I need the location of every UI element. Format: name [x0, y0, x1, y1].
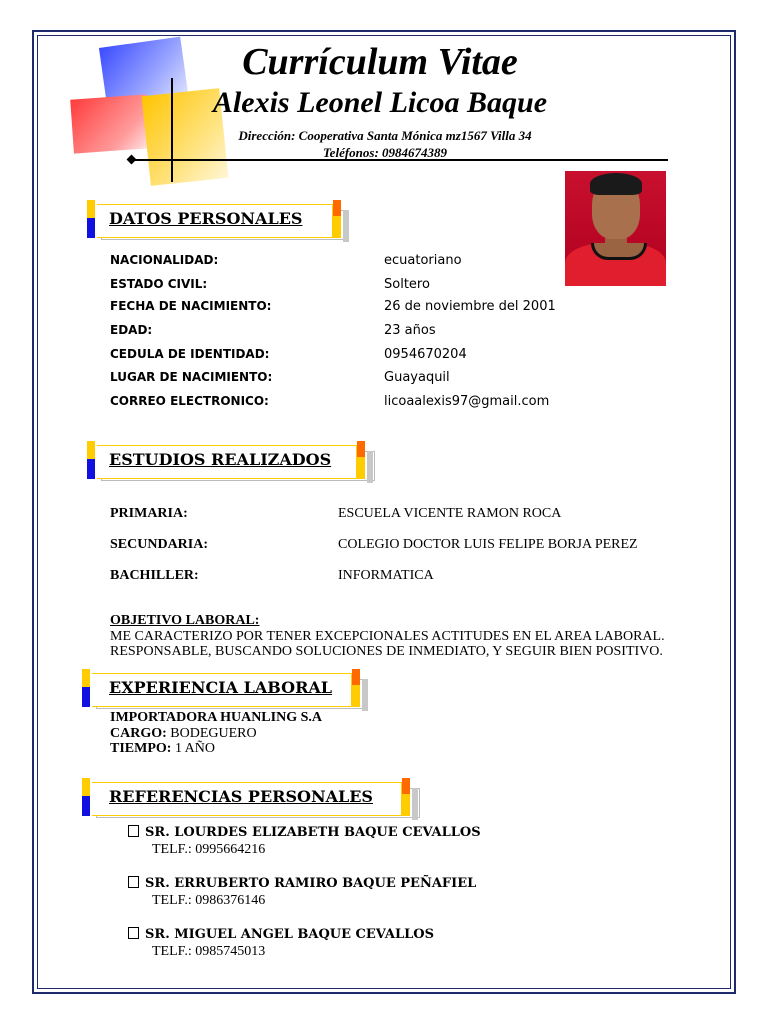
personal-label: NACIONALIDAD:: [110, 253, 219, 267]
address: Dirección: Cooperativa Santa Mónica mz1567 Villa 34: [238, 128, 532, 143]
section-title-references: REFERENCIAS PERSONALES: [109, 787, 373, 806]
study-value: INFORMATICA: [338, 568, 434, 583]
personal-value: 26 de noviembre del 2001: [384, 299, 556, 314]
experience-cargo: CARGO: BODEGUERO: [110, 726, 257, 741]
personal-value: ecuatoriano: [384, 253, 462, 268]
study-value: ESCUELA VICENTE RAMON ROCA: [338, 506, 562, 521]
reference-tel: TELF.: 0995664216: [152, 842, 266, 857]
reference-name: SR. LOURDES ELIZABETH BAQUE CEVALLOS: [128, 825, 481, 840]
objective-text: [110, 629, 710, 659]
objective-line: ME CARACTERIZO POR TENER EXCEPCIONALES ACTITUDES EN EL AREA LABORAL.: [110, 629, 665, 644]
personal-label: ESTADO CIVIL:: [110, 277, 208, 291]
reference-name: SR. MIGUEL ANGEL BAQUE CEVALLOS: [128, 927, 434, 942]
checkbox-icon: [128, 876, 139, 888]
personal-value: Guayaquil: [384, 370, 450, 385]
reference-tel: TELF.: 0985745013: [152, 944, 266, 959]
section-header-references: [82, 778, 422, 822]
checkbox-icon: [128, 825, 139, 837]
reference-name: SR. ERRUBERTO RAMIRO BAQUE PEÑAFIEL: [128, 876, 476, 891]
reference-tel: TELF.: 0986376146: [152, 893, 266, 908]
section-header-experience: [82, 669, 372, 713]
personal-label: EDAD:: [110, 323, 153, 337]
personal-value: licoaalexis97@gmail.com: [384, 394, 550, 409]
personal-label: CORREO ELECTRONICO:: [110, 394, 269, 408]
cv-title: Currículum Vitae: [242, 41, 518, 83]
section-header-personal: [87, 200, 352, 244]
phones: Teléfonos: 0984674389: [322, 145, 448, 160]
personal-value: Soltero: [384, 277, 430, 292]
profile-photo: [565, 171, 666, 286]
personal-value: 0954670204: [384, 347, 467, 362]
section-header-studies: [87, 441, 377, 485]
objective-title: OBJETIVO LABORAL:: [110, 613, 260, 628]
objective-line: RESPONSABLE, BUSCANDO SOLUCIONES DE INMEDIATO, Y SEGUIR BIEN POSITIVO.: [110, 644, 663, 659]
section-title-experience: EXPERIENCIA LABORAL: [109, 678, 333, 697]
personal-label: CEDULA DE IDENTIDAD:: [110, 347, 270, 361]
section-title-studies: ESTUDIOS REALIZADOS: [109, 450, 332, 469]
person-name: Alexis Leonel Licoa Baque: [212, 86, 548, 119]
study-row: PRIMARIA:: [110, 506, 188, 521]
personal-label: LUGAR DE NACIMIENTO:: [110, 370, 273, 384]
study-row: BACHILLER:: [110, 568, 199, 583]
section-title-personal: DATOS PERSONALES: [109, 209, 303, 228]
decor-red-square: [70, 94, 150, 153]
study-row: SECUNDARIA:: [110, 537, 209, 552]
experience-company: IMPORTADORA HUANLING S.A: [110, 710, 322, 725]
experience-tiempo: TIEMPO: 1 AÑO: [110, 741, 216, 756]
personal-label: FECHA DE NACIMIENTO:: [110, 299, 272, 313]
checkbox-icon: [128, 927, 139, 939]
study-value: COLEGIO DOCTOR LUIS FELIPE BORJA PEREZ: [338, 537, 638, 552]
personal-value: 23 años: [384, 323, 436, 338]
